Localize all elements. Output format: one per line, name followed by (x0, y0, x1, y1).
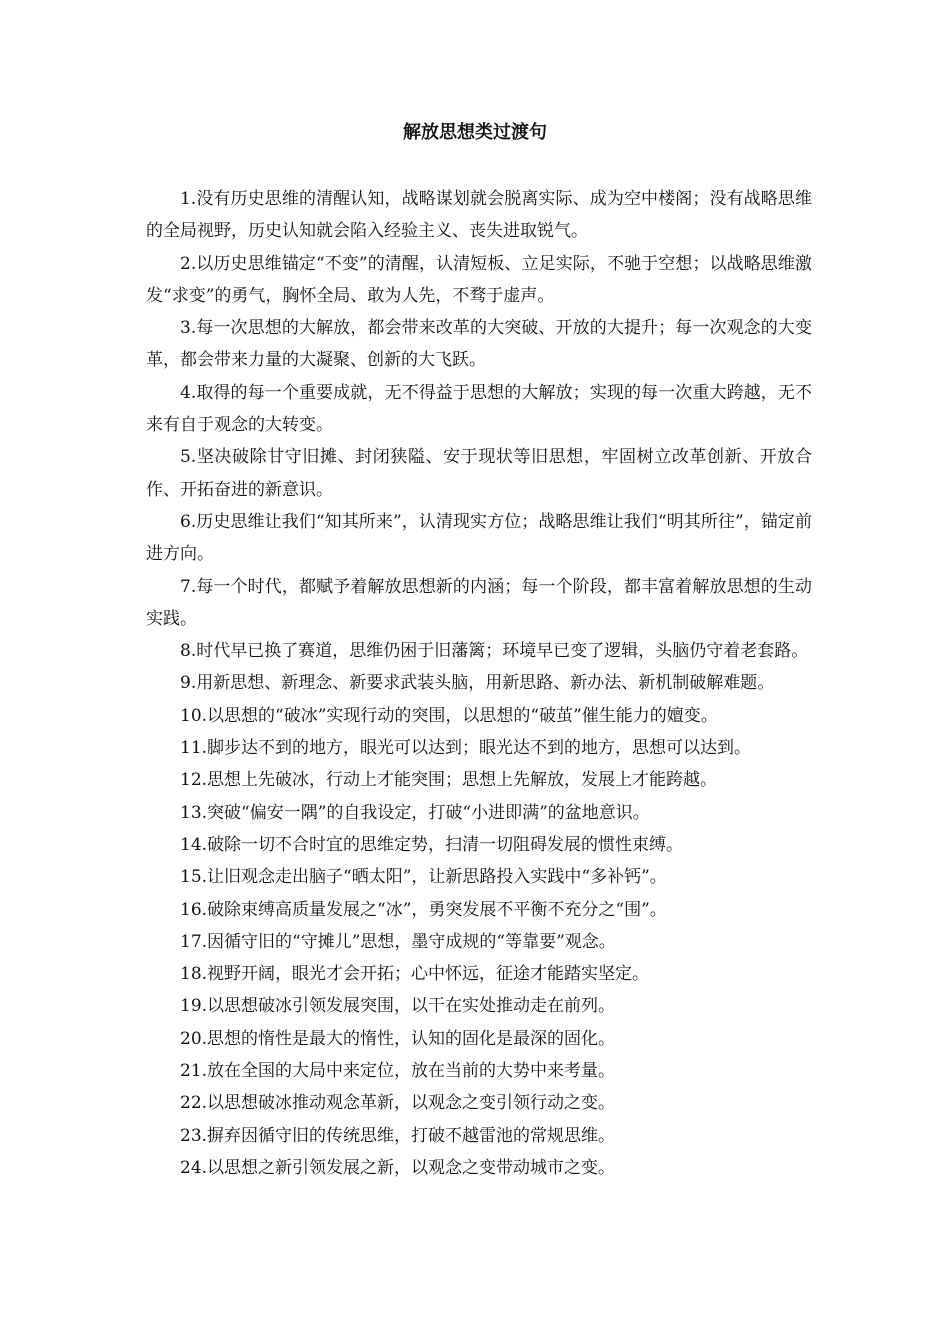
paragraph-6: 6.历史思维让我们“知其所来”，认清现实方位；战略思维让我们“明其所往”，锚定前进方向。 (146, 511, 812, 565)
paragraph-16: 16.破除束缚高质量发展之“冰”，勇突发展不平衡不充分之“围”。 (180, 899, 667, 920)
page-title: 解放思想类过渡句 (403, 122, 547, 143)
paragraph-22: 22.以思想破冰推动观念革新，以观念之变引领行动之变。 (180, 1093, 616, 1114)
paragraph-20: 20.思想的惰性是最大的惰性，认知的固化是最深的固化。 (180, 1028, 616, 1049)
document-body (146, 183, 812, 1184)
paragraph-23: 23.摒弃因循守旧的传统思维，打破不越雷池的常规思维。 (180, 1125, 616, 1146)
paragraph-8: 8.时代早已换了赛道，思维仍困于旧藩篱；环境早已变了逻辑，头脑仍守着老套路。 (180, 641, 809, 662)
paragraph-4: 4.取得的每一个重要成就，无不得益于思想的大解放；实现的每一次重大跨越，无不来有自于观念的大转变。 (146, 382, 812, 436)
paragraph-19: 19.以思想破冰引领发展突围，以干在实处推动走在前列。 (180, 996, 616, 1017)
paragraph-3: 3.每一次思想的大解放，都会带来改革的大突破、开放的大提升；每一次观念的大变革，都会带来力量的大凝聚、创新的大飞跃。 (146, 318, 812, 371)
paragraph-13: 13.突破“偏安一隅”的自我设定，打破“小进即满”的盆地意识。 (180, 802, 650, 823)
paragraph-24: 24.以思想之新引领发展之新，以观念之变带动城市之变。 (180, 1157, 616, 1178)
paragraph-12: 12.思想上先破冰，行动上才能突围；思想上先解放，发展上才能跨越。 (180, 770, 718, 791)
paragraph-17: 17.因循守旧的“守摊儿”思想，墨守成规的“等靠要”观念。 (180, 931, 616, 952)
paragraph-7: 7.每一个时代，都赋予着解放思想新的内涵；每一个阶段，都丰富着解放思想的生动实践。 (146, 576, 812, 629)
paragraph-9: 9.用新思想、新理念、新要求武装头脑，用新思路、新办法、新机制破解难题。 (180, 673, 775, 694)
paragraph-10: 10.以思想的“破冰”实现行动的突围，以思想的“破茧”催生能力的嬗变。 (180, 705, 718, 726)
paragraph-21: 21.放在全国的大局中来定位，放在当前的大势中来考量。 (180, 1061, 616, 1082)
paragraph-11: 11.脚步达不到的地方，眼光可以达到；眼光达不到的地方，思想可以达到。 (180, 738, 752, 759)
paragraph-18: 18.视野开阔，眼光才会开拓；心中怀远，征途才能踏实坚定。 (180, 964, 650, 985)
paragraph-14: 14.破除一切不合时宜的思维定势，扫清一切阻碍发展的惯性束缚。 (180, 834, 684, 855)
paragraph-5: 5.坚决破除甘守旧摊、封闭狭隘、安于现状等旧思想，牢固树立改革创新、开放合作、开拓奋进的新意识。 (146, 447, 812, 500)
paragraph-15: 15.让旧观念走出脑子“晒太阳”，让新思路投入实践中“多补钙”。 (180, 867, 667, 888)
paragraph-1: 1.没有历史思维的清醒认知，战略谋划就会脱离实际、成为空中楼阁；没有战略思维的全局视野，历史认知就会陷入经验主义、丧失进取锐气。 (146, 189, 812, 242)
paragraph-2: 2.以历史思维锚定“不变”的清醒，认清短板、立足实际，不驰于空想；以战略思维激发“求变”的勇气，胸怀全局、敢为人先，不骛于虚声。 (146, 253, 812, 306)
